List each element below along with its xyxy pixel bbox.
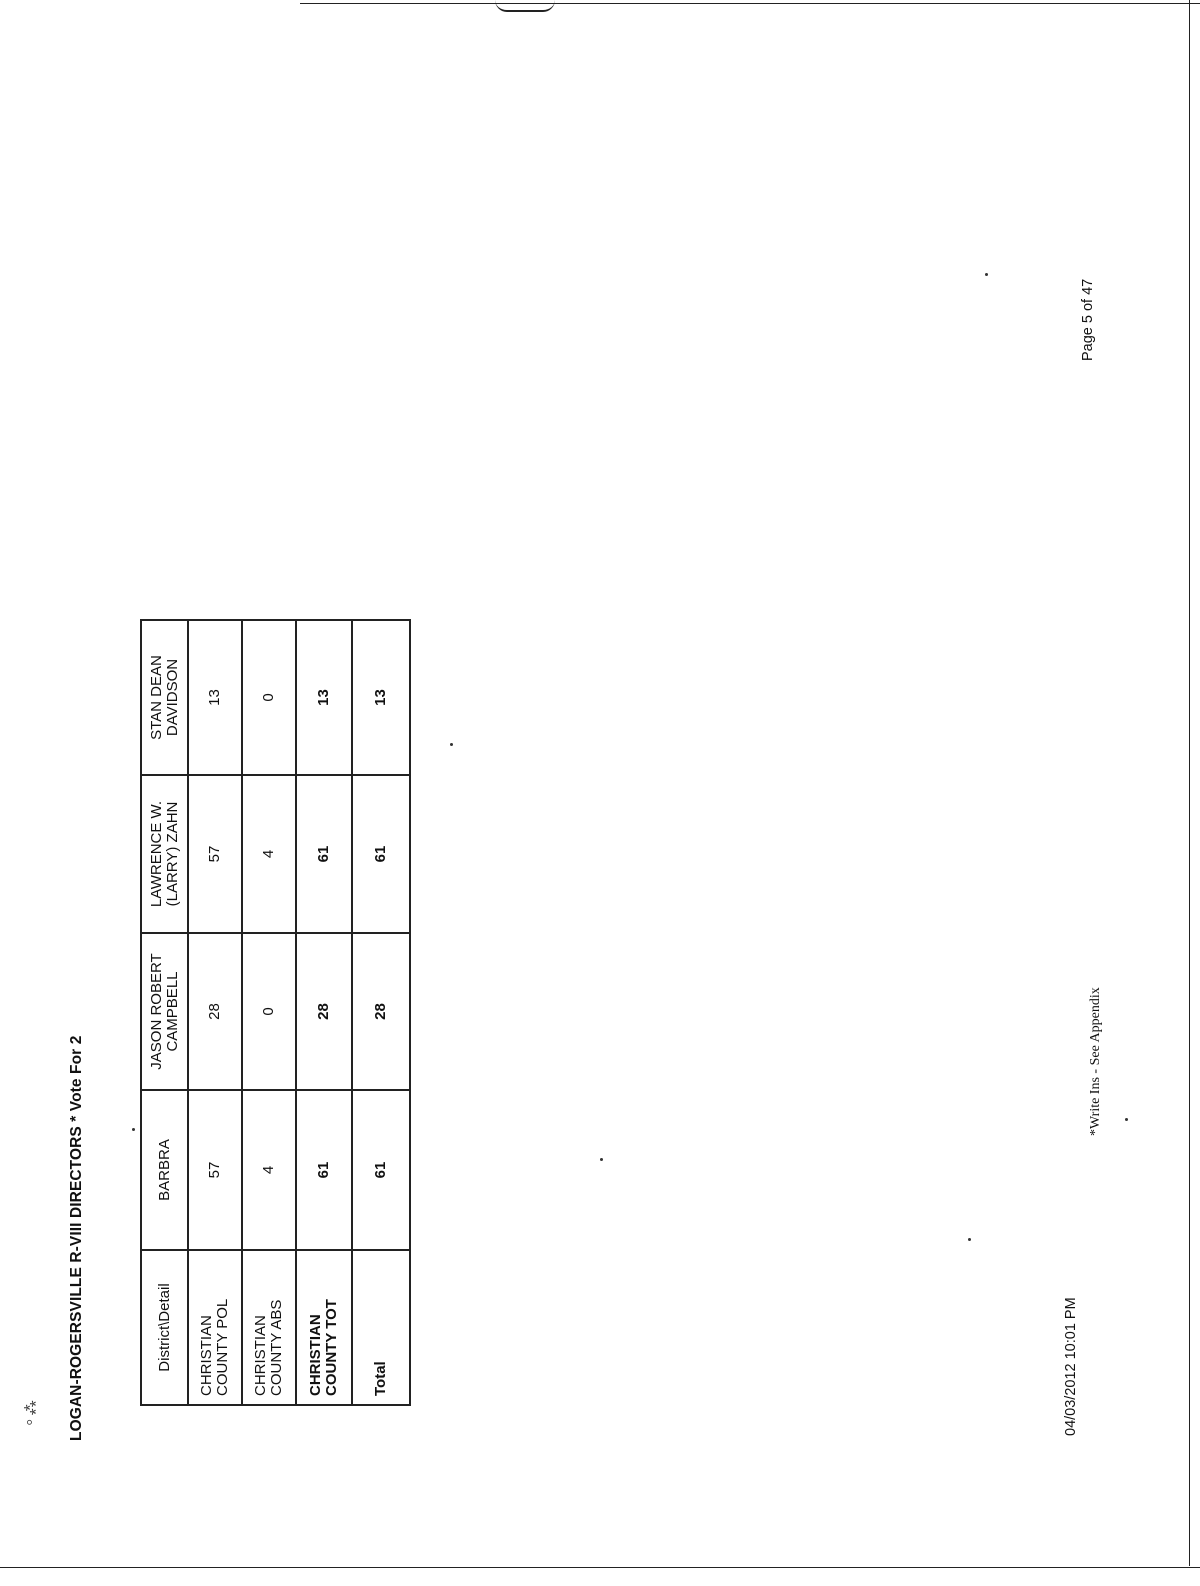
header-cell: STAN DEAN DAVIDSON [141, 620, 188, 775]
table-row-subtotal [296, 620, 352, 1405]
row-label: CHRISTIAN COUNTY POL [188, 1250, 242, 1405]
scan-speck [985, 273, 988, 276]
header-cell: BARBRA [141, 1090, 188, 1250]
row-label: CHRISTIAN COUNTY TOT [296, 1250, 352, 1405]
footer-timestamp: 04/03/2012 10:01 PM [1063, 1297, 1079, 1436]
vote-cell: 13 [188, 620, 242, 775]
scan-speck [450, 743, 453, 746]
scan-speck [1125, 1118, 1128, 1121]
footer-write-in-note: *Write Ins - See Appendix [1088, 987, 1103, 1136]
vote-cell: 13 [352, 620, 410, 775]
table-row-total [352, 620, 410, 1405]
scan-speck [600, 1158, 603, 1161]
header-cell: District\Detail [141, 1250, 188, 1405]
vote-cell: 28 [188, 933, 242, 1090]
vote-cell: 61 [352, 775, 410, 933]
vote-cell: 61 [352, 1090, 410, 1250]
header-cell: LAWRENCE W. (LARRY) ZAHN [141, 775, 188, 933]
results-table [140, 619, 411, 1406]
vote-cell: 0 [242, 933, 296, 1090]
table-row [188, 620, 242, 1405]
scan-speck [968, 1238, 971, 1241]
footer-page-number: Page 5 of 47 [1080, 278, 1096, 361]
row-label: CHRISTIAN COUNTY ABS [242, 1250, 296, 1405]
vote-cell: 0 [242, 620, 296, 775]
vote-cell: 57 [188, 1090, 242, 1250]
scan-marks: ⸰ ⁂ [22, 1400, 37, 1426]
vote-cell: 4 [242, 1090, 296, 1250]
vote-cell: 28 [296, 933, 352, 1090]
table-row [242, 620, 296, 1405]
vote-cell: 4 [242, 775, 296, 933]
vote-cell: 28 [352, 933, 410, 1090]
scan-speck [132, 1128, 135, 1131]
header-cell: JASON ROBERT CAMPBELL [141, 933, 188, 1090]
vote-cell: 61 [296, 775, 352, 933]
page-title: LOGAN-ROGERSVILLE R-VIII DIRECTORS * Vote For 2 [68, 1035, 85, 1441]
vote-cell: 13 [296, 620, 352, 775]
vote-cell: 61 [296, 1090, 352, 1250]
row-label: Total [352, 1250, 410, 1405]
vote-cell: 57 [188, 775, 242, 933]
table-header-row [141, 620, 188, 1405]
